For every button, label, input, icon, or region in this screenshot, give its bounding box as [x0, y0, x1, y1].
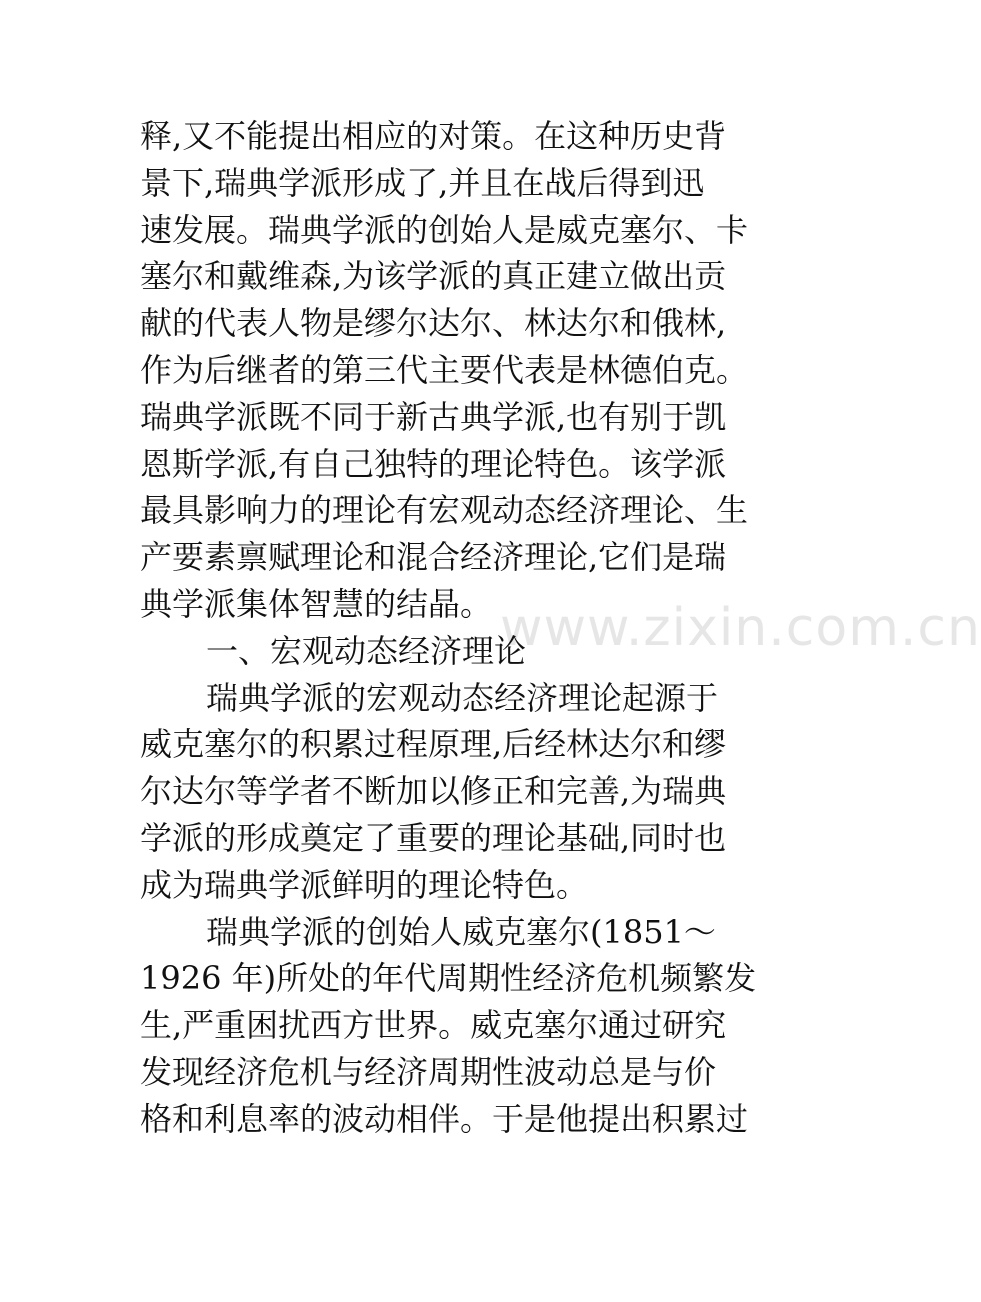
paragraph-line: 恩斯学派,有自己独特的理论特色。该学派: [140, 444, 727, 483]
paragraph-line: 塞尔和戴维森,为该学派的真正建立做出贡: [140, 257, 727, 296]
paragraph-line: 格和利息率的波动相伴。于是他提出积累过: [140, 1099, 749, 1138]
paragraph-line: 释,又不能提出相应的对策。在这种历史背: [140, 117, 727, 155]
watermark: www.zixin.com.cn: [500, 598, 981, 658]
paragraph-line: 作为后继者的第三代主要代表是林德伯克。: [140, 350, 749, 389]
paragraph-line: 瑞典学派既不同于新古典学派,也有别于凯: [140, 397, 727, 436]
paragraph-line: 速发展。瑞典学派的创始人是威克塞尔、卡: [140, 210, 749, 249]
paragraph-line: 景下,瑞典学派形成了,并且在战后得到迅: [140, 163, 705, 202]
paragraph-line: 发现经济危机与经济周期性波动总是与价: [140, 1052, 717, 1091]
paragraph-line: 尔达尔等学者不断加以修正和完善,为瑞典: [140, 772, 727, 811]
paragraph-line: 典学派集体智慧的结晶。: [140, 584, 493, 623]
paragraph-line: 威克塞尔的积累过程原理,后经林达尔和缪: [140, 725, 727, 764]
paragraph-line: 献的代表人物是缪尔达尔、林达尔和俄林,: [140, 304, 727, 343]
paragraph-line: 成为瑞典学派鲜明的理论特色。: [140, 865, 589, 904]
paragraph-line: 瑞典学派的宏观动态经济理论起源于: [206, 678, 719, 717]
paragraph-line: 1926 年)所处的年代周期性经济危机频繁发: [140, 959, 757, 998]
paragraph-line: 最具影响力的理论有宏观动态经济理论、生: [140, 491, 749, 530]
paragraph-line: 产要素禀赋理论和混合经济理论,它们是瑞: [140, 538, 727, 577]
document-body: [140, 113, 820, 1143]
paragraph-line: 学派的形成奠定了重要的理论基础,同时也: [140, 818, 727, 857]
section-heading: 一、宏观动态经济理论: [206, 631, 527, 670]
paragraph-line: 生,严重困扰西方世界。威克塞尔通过研究: [140, 1006, 727, 1045]
paragraph-line: 瑞典学派的创始人威克塞尔(1851～: [206, 912, 716, 951]
